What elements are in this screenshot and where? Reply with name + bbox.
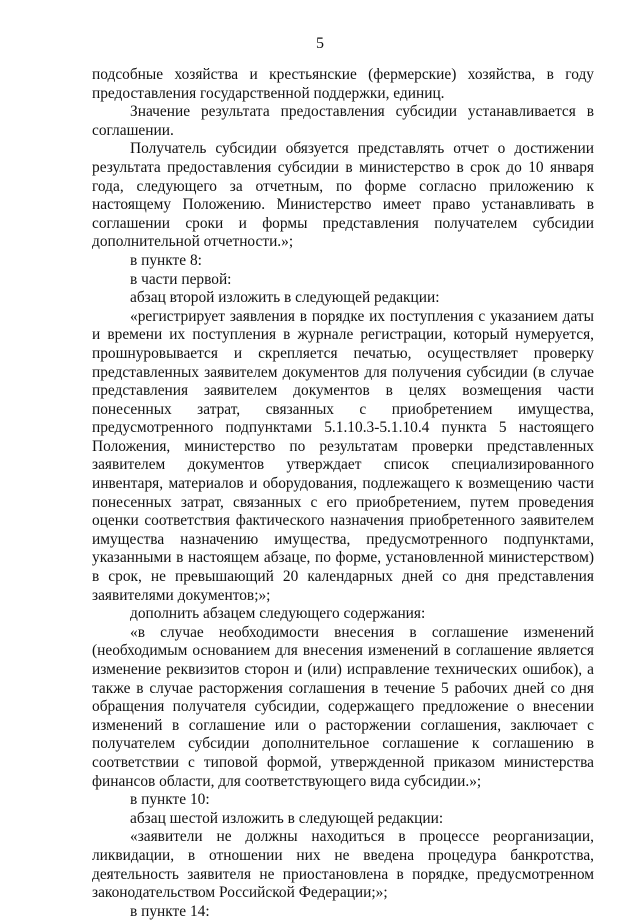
page-number: 5	[316, 35, 324, 52]
paragraph-sixth-clause-heading: абзац шестой изложить в следующей редакции:	[130, 809, 444, 827]
paragraph-part-one: в части первой:	[130, 270, 232, 288]
paragraph-item-10: в пункте 10:	[130, 791, 210, 809]
paragraph-agreement-changes: «в случае необходимости внесения в соглашение изменений (необходимым основанием для внесения изменений в соглашение является изменение реквизитов сторон и (или) исправление технических ошибок), а также в случае расторжения соглашения в течение 5 рабочих дней со дня обращения получателя субсидии, содержащего предложение о внесении изменений в соглашение или о расторжении соглашения, заключает с получателем субсидии дополнительное соглашение к соглашению в соответствии с типовой формой, утвержденной приказом министерства финансов области, для соответствующего вида субсидии.»;	[92, 623, 594, 790]
paragraph-second-clause-heading: абзац второй изложить в следующей редакции:	[130, 289, 440, 307]
paragraph-item-14: в пункте 14:	[130, 902, 210, 920]
paragraph-add-clause-heading: дополнить абзацем следующего содержания:	[130, 605, 426, 623]
document-body	[92, 66, 594, 921]
paragraph-report-obligation: Получатель субсидии обязуется представлять отчет о достижении результата предоставления субсидии в министерство в срок до 10 января года, следующего за отчетным, по форме согласно приложению к настоящему Положению. Министерство имеет право устанавливать в соглашении сроки и формы представления получателем субсидии дополнительной отчетности.»;	[92, 140, 594, 251]
paragraph-applicant-requirements: «заявители не должны находиться в процессе реорганизации, ликвидации, в отношении них не введена процедура банкротства, деятельность заявителя не приостановлена в порядке, предусмотренном законодательством Российской Федерации;»;	[92, 828, 594, 902]
paragraph-registration-clause: «регистрирует заявления в порядке их поступления с указанием даты и времени их поступления в журнале регистрации, который нумеруется, прошнуровывается и скрепляется печатью, осуществляет проверку представленных заявителем документов для получения субсидии (в случае представления заявителем документов в целях возмещения части понесенных затрат, связанных с приобретением имущества, предусмотренного подпунктами 5.1.10.3-5.1.10.4 пункта 5 настоящего Положения, министерство по результатам проверки представленных заявителем документов утверждает список специализированного инвентаря, материалов и оборудования, подлежащего к возмещению части понесенных затрат, связанных с его приобретением, путем проведения оценки соответствия фактического назначения приобретенного заявителем имущества назначению имущества, предусмотренного подпунктами, указанными в настоящем абзаце, по форме, установленной министерством) в срок, не превышающий 20 календарных дней со дня представления заявителями документов;»;	[92, 307, 594, 604]
paragraph-result-value: Значение результата предоставления субсидии устанавливается в соглашении.	[92, 103, 594, 139]
paragraph-item-8: в пункте 8:	[130, 251, 202, 269]
paragraph-continuation: подсобные хозяйства и крестьянские (фермерские) хозяйства, в году предоставления государственной поддержки, единиц.	[92, 66, 594, 102]
